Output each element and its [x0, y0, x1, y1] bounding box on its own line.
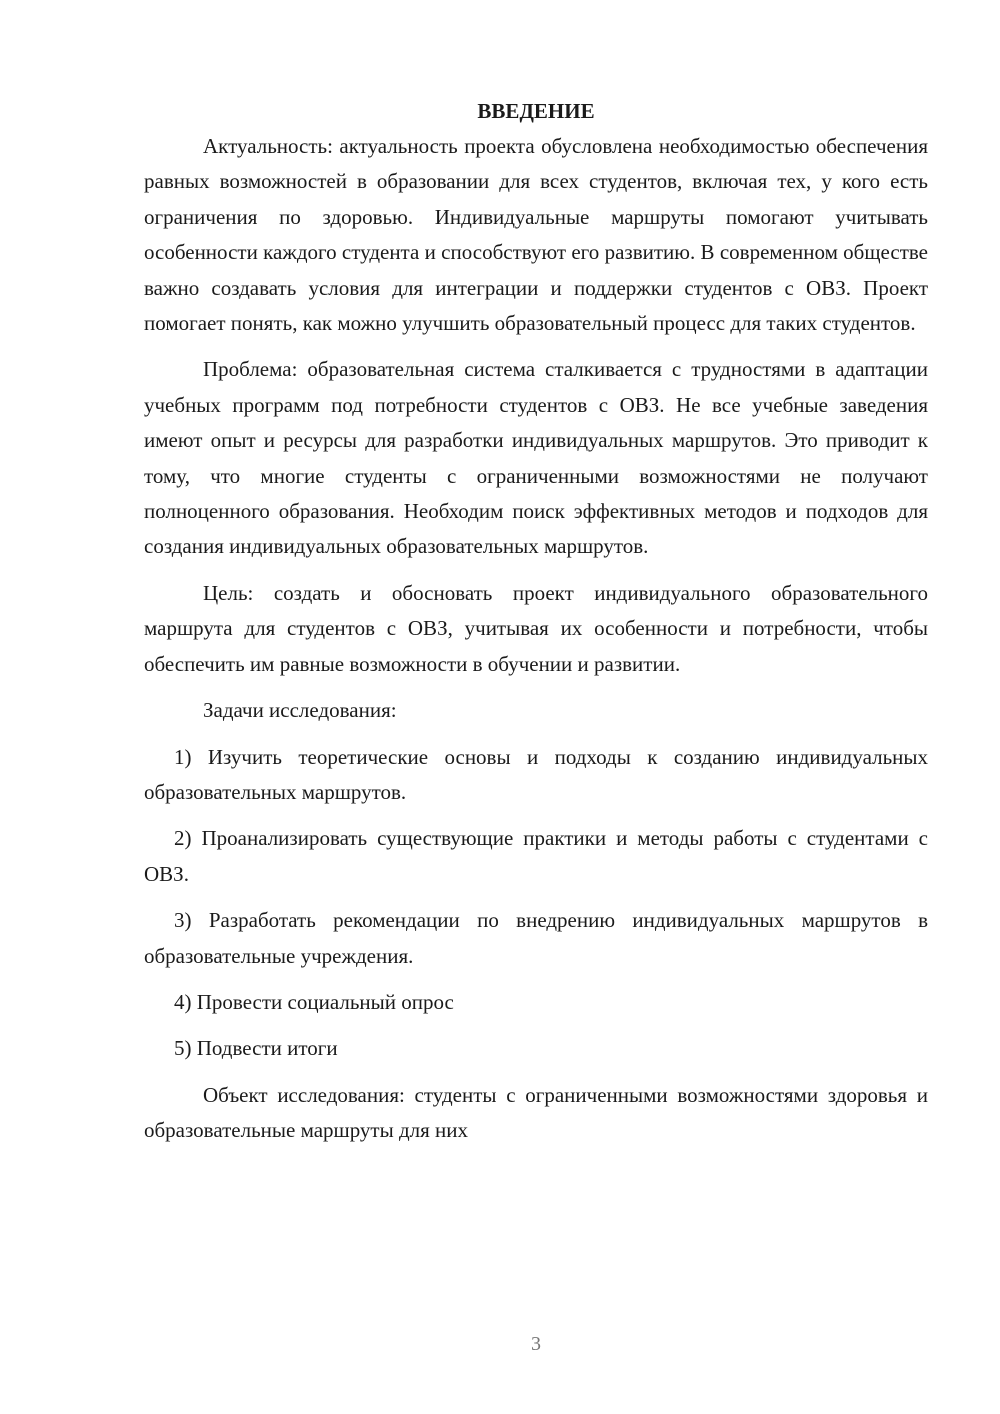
task-item: 4) Провести социальный опрос: [174, 989, 454, 1014]
problem-paragraph: Проблема: образовательная система сталкивается с трудностями в адаптации учебных программ под потребности студентов с ОВЗ. Не все учебные заведения имеют опыт и ресурсы для разработки индивидуальных маршрутов. Это приводит к тому, что многие студенты с ограниченными возможностями не получают полноценного образования. Необходим поиск эффективных методов и подходов для создания индивидуальных образовательных маршрутов.: [144, 357, 928, 559]
object-paragraph: Объект исследования: студенты с ограниченными возможностями здоровья и образовательные маршруты для них: [144, 1082, 928, 1143]
page-number: 3: [531, 1333, 541, 1355]
task-item: 3) Разработать рекомендации по внедрению индивидуальных маршрутов в образовательные учреждения.: [144, 908, 928, 968]
page-content: [144, 94, 928, 1149]
task-item: 5) Подвести итоги: [174, 1036, 338, 1061]
task-item: 2) Проанализировать существующие практики и методы работы с студентами с ОВЗ.: [144, 826, 928, 886]
relevance-paragraph: Актуальность: актуальность проекта обусловлена необходимостью обеспечения равных возможностей в образовании для всех студентов, включая тех, у кого есть ограничения по здоровью. Индивидуальные маршруты помогают учитывать особенности каждого студента и способствуют его развитию. В современном обществе важно создавать условия для интеграции и поддержки студентов с ОВЗ. Проект помогает понять, как можно улучшить образовательный процесс для таких студентов.: [144, 134, 928, 336]
section-heading: ВВЕДЕНИЕ: [477, 99, 595, 123]
goal-paragraph: Цель: создать и обосновать проект индивидуального образовательного маршрута для студентов с ОВЗ, учитывая их особенности и потребности, чтобы обеспечить им равные возможности в обучении и развитии.: [144, 580, 928, 676]
task-item: 1) Изучить теоретические основы и подходы к созданию индивидуальных образовательных маршрутов.: [144, 744, 928, 804]
tasks-heading: Задачи исследования:: [203, 698, 397, 723]
